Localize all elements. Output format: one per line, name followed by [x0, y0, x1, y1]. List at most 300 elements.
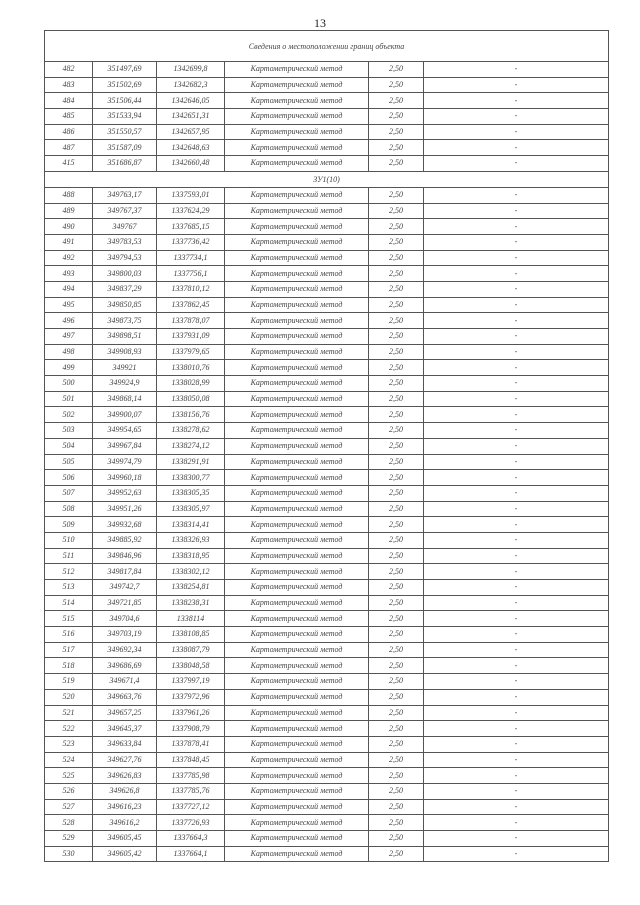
x-coordinate-cell: 349974,79	[93, 454, 157, 470]
accuracy-cell: 2,50	[369, 658, 424, 674]
method-cell: Картометрический метод	[225, 391, 369, 407]
accuracy-cell: 2,50	[369, 532, 424, 548]
y-coordinate-cell: 1342648,63	[157, 140, 225, 156]
accuracy-cell: 2,50	[369, 140, 424, 156]
accuracy-cell: 2,50	[369, 109, 424, 125]
table-row	[45, 407, 609, 423]
description-cell: -	[424, 438, 609, 454]
table-row	[45, 580, 609, 596]
method-cell: Картометрический метод	[225, 470, 369, 486]
point-number-cell: 483	[45, 77, 93, 93]
table-row	[45, 329, 609, 345]
accuracy-cell: 2,50	[369, 595, 424, 611]
accuracy-cell: 2,50	[369, 705, 424, 721]
accuracy-cell: 2,50	[369, 438, 424, 454]
y-coordinate-cell: 1338238,31	[157, 595, 225, 611]
description-cell: -	[424, 297, 609, 313]
table-row	[45, 281, 609, 297]
method-cell: Картометрический метод	[225, 62, 369, 78]
accuracy-cell: 2,50	[369, 313, 424, 329]
accuracy-cell: 2,50	[369, 297, 424, 313]
table-row	[45, 705, 609, 721]
method-cell: Картометрический метод	[225, 674, 369, 690]
accuracy-cell: 2,50	[369, 77, 424, 93]
point-number-cell: 489	[45, 203, 93, 219]
x-coordinate-cell: 349967,84	[93, 438, 157, 454]
table-row	[45, 485, 609, 501]
method-cell: Картометрический метод	[225, 407, 369, 423]
point-number-cell: 510	[45, 532, 93, 548]
y-coordinate-cell: 1342660,48	[157, 156, 225, 172]
x-coordinate-cell: 349783,53	[93, 234, 157, 250]
point-number-cell: 519	[45, 674, 93, 690]
description-cell: -	[424, 187, 609, 203]
description-cell: -	[424, 721, 609, 737]
method-cell: Картометрический метод	[225, 454, 369, 470]
point-number-cell: 528	[45, 815, 93, 831]
x-coordinate-cell: 349605,42	[93, 846, 157, 862]
table-row	[45, 752, 609, 768]
y-coordinate-cell: 1337979,65	[157, 344, 225, 360]
y-coordinate-cell: 1337931,09	[157, 329, 225, 345]
point-number-cell: 514	[45, 595, 93, 611]
description-cell: -	[424, 140, 609, 156]
point-number-cell: 526	[45, 783, 93, 799]
x-coordinate-cell: 349868,14	[93, 391, 157, 407]
table-row	[45, 564, 609, 580]
method-cell: Картометрический метод	[225, 77, 369, 93]
x-coordinate-cell: 349721,85	[93, 595, 157, 611]
x-coordinate-cell: 349657,25	[93, 705, 157, 721]
y-coordinate-cell: 1337664,3	[157, 831, 225, 847]
table-row	[45, 799, 609, 815]
point-number-cell: 494	[45, 281, 93, 297]
x-coordinate-cell: 349837,29	[93, 281, 157, 297]
accuracy-cell: 2,50	[369, 219, 424, 235]
point-number-cell: 495	[45, 297, 93, 313]
table-row	[45, 768, 609, 784]
table-row	[45, 815, 609, 831]
table-row	[45, 501, 609, 517]
y-coordinate-cell: 1338305,35	[157, 485, 225, 501]
accuracy-cell: 2,50	[369, 548, 424, 564]
y-coordinate-cell: 1337734,1	[157, 250, 225, 266]
y-coordinate-cell: 1337878,07	[157, 313, 225, 329]
y-coordinate-cell: 1337972,96	[157, 689, 225, 705]
point-number-cell: 415	[45, 156, 93, 172]
accuracy-cell: 2,50	[369, 752, 424, 768]
method-cell: Картометрический метод	[225, 281, 369, 297]
description-cell: -	[424, 705, 609, 721]
y-coordinate-cell: 1337908,79	[157, 721, 225, 737]
method-cell: Картометрический метод	[225, 658, 369, 674]
description-cell: -	[424, 266, 609, 282]
description-cell: -	[424, 360, 609, 376]
table-row	[45, 140, 609, 156]
method-cell: Картометрический метод	[225, 219, 369, 235]
table-row	[45, 203, 609, 219]
y-coordinate-cell: 1338314,41	[157, 517, 225, 533]
point-number-cell: 527	[45, 799, 93, 815]
method-cell: Картометрический метод	[225, 532, 369, 548]
table-row	[45, 595, 609, 611]
point-number-cell: 491	[45, 234, 93, 250]
accuracy-cell: 2,50	[369, 93, 424, 109]
x-coordinate-cell: 349846,96	[93, 548, 157, 564]
accuracy-cell: 2,50	[369, 407, 424, 423]
y-coordinate-cell: 1337593,01	[157, 187, 225, 203]
description-cell: -	[424, 831, 609, 847]
accuracy-cell: 2,50	[369, 642, 424, 658]
method-cell: Картометрический метод	[225, 203, 369, 219]
y-coordinate-cell: 1342657,95	[157, 124, 225, 140]
description-cell: -	[424, 752, 609, 768]
y-coordinate-cell: 1337624,29	[157, 203, 225, 219]
x-coordinate-cell: 349704,6	[93, 611, 157, 627]
x-coordinate-cell: 349932,68	[93, 517, 157, 533]
method-cell: Картометрический метод	[225, 109, 369, 125]
x-coordinate-cell: 351550,57	[93, 124, 157, 140]
point-number-cell: 488	[45, 187, 93, 203]
method-cell: Картометрический метод	[225, 297, 369, 313]
y-coordinate-cell: 1338108,85	[157, 627, 225, 643]
table-row	[45, 187, 609, 203]
table-row	[45, 234, 609, 250]
page-number: 13	[314, 16, 326, 30]
x-coordinate-cell: 349817,84	[93, 564, 157, 580]
point-number-cell: 490	[45, 219, 93, 235]
description-cell: -	[424, 313, 609, 329]
y-coordinate-cell: 1337862,45	[157, 297, 225, 313]
point-number-cell: 507	[45, 485, 93, 501]
table-row	[45, 62, 609, 78]
table-row	[45, 266, 609, 282]
accuracy-cell: 2,50	[369, 250, 424, 266]
y-coordinate-cell: 1338114	[157, 611, 225, 627]
x-coordinate-cell: 351686,87	[93, 156, 157, 172]
table-row	[45, 391, 609, 407]
accuracy-cell: 2,50	[369, 846, 424, 862]
y-coordinate-cell: 1338254,81	[157, 580, 225, 596]
x-coordinate-cell: 349626,8	[93, 783, 157, 799]
point-number-cell: 499	[45, 360, 93, 376]
description-cell: -	[424, 627, 609, 643]
point-number-cell: 504	[45, 438, 93, 454]
table-row	[45, 344, 609, 360]
x-coordinate-cell: 349703,19	[93, 627, 157, 643]
method-cell: Картометрический метод	[225, 611, 369, 627]
accuracy-cell: 2,50	[369, 470, 424, 486]
accuracy-cell: 2,50	[369, 187, 424, 203]
accuracy-cell: 2,50	[369, 360, 424, 376]
y-coordinate-cell: 1337664,1	[157, 846, 225, 862]
method-cell: Картометрический метод	[225, 360, 369, 376]
description-cell: -	[424, 203, 609, 219]
accuracy-cell: 2,50	[369, 391, 424, 407]
table-row	[45, 532, 609, 548]
table-row	[45, 548, 609, 564]
method-cell: Картометрический метод	[225, 124, 369, 140]
table-row	[45, 470, 609, 486]
x-coordinate-cell: 351587,09	[93, 140, 157, 156]
method-cell: Картометрический метод	[225, 548, 369, 564]
description-cell: -	[424, 281, 609, 297]
method-cell: Картометрический метод	[225, 846, 369, 862]
accuracy-cell: 2,50	[369, 234, 424, 250]
accuracy-cell: 2,50	[369, 62, 424, 78]
method-cell: Картометрический метод	[225, 313, 369, 329]
accuracy-cell: 2,50	[369, 721, 424, 737]
x-coordinate-cell: 349763,17	[93, 187, 157, 203]
y-coordinate-cell: 1337727,12	[157, 799, 225, 815]
point-number-cell: 500	[45, 376, 93, 392]
y-coordinate-cell: 1342651,31	[157, 109, 225, 125]
description-cell: -	[424, 250, 609, 266]
point-number-cell: 498	[45, 344, 93, 360]
point-number-cell: 482	[45, 62, 93, 78]
point-number-cell: 520	[45, 689, 93, 705]
description-cell: -	[424, 689, 609, 705]
point-number-cell: 506	[45, 470, 93, 486]
method-cell: Картометрический метод	[225, 140, 369, 156]
method-cell: Картометрический метод	[225, 799, 369, 815]
y-coordinate-cell: 1338156,76	[157, 407, 225, 423]
description-cell: -	[424, 485, 609, 501]
description-cell: -	[424, 344, 609, 360]
description-cell: -	[424, 156, 609, 172]
description-cell: -	[424, 376, 609, 392]
point-number-cell: 493	[45, 266, 93, 282]
method-cell: Картометрический метод	[225, 376, 369, 392]
x-coordinate-cell: 349954,65	[93, 423, 157, 439]
method-cell: Картометрический метод	[225, 721, 369, 737]
y-coordinate-cell: 1337878,41	[157, 736, 225, 752]
description-cell: -	[424, 580, 609, 596]
y-coordinate-cell: 1337785,76	[157, 783, 225, 799]
accuracy-cell: 2,50	[369, 674, 424, 690]
y-coordinate-cell: 1338300,77	[157, 470, 225, 486]
description-cell: -	[424, 658, 609, 674]
x-coordinate-cell: 349767	[93, 219, 157, 235]
method-cell: Картометрический метод	[225, 580, 369, 596]
table-row	[45, 721, 609, 737]
table-row	[45, 77, 609, 93]
accuracy-cell: 2,50	[369, 564, 424, 580]
y-coordinate-cell: 1337810,12	[157, 281, 225, 297]
table-row	[45, 156, 609, 172]
accuracy-cell: 2,50	[369, 423, 424, 439]
section-label: ЗУ1(10)	[45, 171, 609, 187]
description-cell: -	[424, 674, 609, 690]
point-number-cell: 521	[45, 705, 93, 721]
accuracy-cell: 2,50	[369, 203, 424, 219]
description-cell: -	[424, 454, 609, 470]
method-cell: Картометрический метод	[225, 736, 369, 752]
method-cell: Картометрический метод	[225, 627, 369, 643]
y-coordinate-cell: 1338050,08	[157, 391, 225, 407]
accuracy-cell: 2,50	[369, 329, 424, 345]
point-number-cell: 517	[45, 642, 93, 658]
x-coordinate-cell: 349671,4	[93, 674, 157, 690]
y-coordinate-cell: 1337848,45	[157, 752, 225, 768]
x-coordinate-cell: 351533,94	[93, 109, 157, 125]
description-cell: -	[424, 234, 609, 250]
method-cell: Картометрический метод	[225, 234, 369, 250]
y-coordinate-cell: 1338278,62	[157, 423, 225, 439]
point-number-cell: 487	[45, 140, 93, 156]
table-row	[45, 313, 609, 329]
point-number-cell: 523	[45, 736, 93, 752]
x-coordinate-cell: 349900,07	[93, 407, 157, 423]
x-coordinate-cell: 349692,34	[93, 642, 157, 658]
x-coordinate-cell: 351506,44	[93, 93, 157, 109]
accuracy-cell: 2,50	[369, 124, 424, 140]
description-cell: -	[424, 62, 609, 78]
x-coordinate-cell: 349616,2	[93, 815, 157, 831]
point-number-cell: 513	[45, 580, 93, 596]
x-coordinate-cell: 349794,53	[93, 250, 157, 266]
accuracy-cell: 2,50	[369, 281, 424, 297]
method-cell: Картометрический метод	[225, 501, 369, 517]
x-coordinate-cell: 349686,69	[93, 658, 157, 674]
x-coordinate-cell: 349898,51	[93, 329, 157, 345]
table-title-row	[45, 31, 609, 62]
table-row	[45, 736, 609, 752]
accuracy-cell: 2,50	[369, 611, 424, 627]
point-number-cell: 524	[45, 752, 93, 768]
y-coordinate-cell: 1338010,76	[157, 360, 225, 376]
description-cell: -	[424, 783, 609, 799]
x-coordinate-cell: 349633,84	[93, 736, 157, 752]
x-coordinate-cell: 349921	[93, 360, 157, 376]
table-row	[45, 423, 609, 439]
x-coordinate-cell: 349627,76	[93, 752, 157, 768]
method-cell: Картометрический метод	[225, 768, 369, 784]
description-cell: -	[424, 548, 609, 564]
x-coordinate-cell: 349616,23	[93, 799, 157, 815]
method-cell: Картометрический метод	[225, 642, 369, 658]
accuracy-cell: 2,50	[369, 501, 424, 517]
method-cell: Картометрический метод	[225, 423, 369, 439]
method-cell: Картометрический метод	[225, 93, 369, 109]
accuracy-cell: 2,50	[369, 485, 424, 501]
description-cell: -	[424, 93, 609, 109]
method-cell: Картометрический метод	[225, 266, 369, 282]
y-coordinate-cell: 1342682,3	[157, 77, 225, 93]
table-row	[45, 297, 609, 313]
point-number-cell: 508	[45, 501, 93, 517]
y-coordinate-cell: 1337756,1	[157, 266, 225, 282]
table-row	[45, 642, 609, 658]
y-coordinate-cell: 1338305,97	[157, 501, 225, 517]
description-cell: -	[424, 124, 609, 140]
description-cell: -	[424, 517, 609, 533]
point-number-cell: 486	[45, 124, 93, 140]
accuracy-cell: 2,50	[369, 831, 424, 847]
method-cell: Картометрический метод	[225, 250, 369, 266]
x-coordinate-cell: 349800,03	[93, 266, 157, 282]
x-coordinate-cell: 349885,92	[93, 532, 157, 548]
y-coordinate-cell: 1337685,15	[157, 219, 225, 235]
accuracy-cell: 2,50	[369, 517, 424, 533]
method-cell: Картометрический метод	[225, 783, 369, 799]
description-cell: -	[424, 768, 609, 784]
accuracy-cell: 2,50	[369, 627, 424, 643]
point-number-cell: 505	[45, 454, 93, 470]
accuracy-cell: 2,50	[369, 344, 424, 360]
y-coordinate-cell: 1337726,93	[157, 815, 225, 831]
accuracy-cell: 2,50	[369, 580, 424, 596]
x-coordinate-cell: 351497,69	[93, 62, 157, 78]
method-cell: Картометрический метод	[225, 485, 369, 501]
point-number-cell: 496	[45, 313, 93, 329]
description-cell: -	[424, 815, 609, 831]
table-row	[45, 831, 609, 847]
accuracy-cell: 2,50	[369, 768, 424, 784]
x-coordinate-cell: 349767,37	[93, 203, 157, 219]
table-row	[45, 517, 609, 533]
point-number-cell: 530	[45, 846, 93, 862]
table-row	[45, 250, 609, 266]
y-coordinate-cell: 1337785,98	[157, 768, 225, 784]
point-number-cell: 512	[45, 564, 93, 580]
description-cell: -	[424, 532, 609, 548]
description-cell: -	[424, 611, 609, 627]
y-coordinate-cell: 1338048,58	[157, 658, 225, 674]
y-coordinate-cell: 1338087,79	[157, 642, 225, 658]
x-coordinate-cell: 349850,85	[93, 297, 157, 313]
table-row	[45, 846, 609, 862]
x-coordinate-cell: 349960,18	[93, 470, 157, 486]
method-cell: Картометрический метод	[225, 689, 369, 705]
section-row	[45, 171, 609, 187]
point-number-cell: 509	[45, 517, 93, 533]
accuracy-cell: 2,50	[369, 736, 424, 752]
x-coordinate-cell: 349908,93	[93, 344, 157, 360]
table-row	[45, 219, 609, 235]
x-coordinate-cell: 349951,26	[93, 501, 157, 517]
x-coordinate-cell: 349663,76	[93, 689, 157, 705]
x-coordinate-cell: 349645,37	[93, 721, 157, 737]
y-coordinate-cell: 1338028,99	[157, 376, 225, 392]
table-row	[45, 93, 609, 109]
accuracy-cell: 2,50	[369, 689, 424, 705]
description-cell: -	[424, 501, 609, 517]
method-cell: Картометрический метод	[225, 564, 369, 580]
description-cell: -	[424, 391, 609, 407]
method-cell: Картометрический метод	[225, 831, 369, 847]
x-coordinate-cell: 349952,63	[93, 485, 157, 501]
method-cell: Картометрический метод	[225, 187, 369, 203]
method-cell: Картометрический метод	[225, 752, 369, 768]
y-coordinate-cell: 1338291,91	[157, 454, 225, 470]
point-number-cell: 492	[45, 250, 93, 266]
point-number-cell: 515	[45, 611, 93, 627]
description-cell: -	[424, 736, 609, 752]
accuracy-cell: 2,50	[369, 266, 424, 282]
point-number-cell: 522	[45, 721, 93, 737]
description-cell: -	[424, 595, 609, 611]
point-number-cell: 501	[45, 391, 93, 407]
accuracy-cell: 2,50	[369, 799, 424, 815]
table-row	[45, 109, 609, 125]
table-row	[45, 124, 609, 140]
method-cell: Картометрический метод	[225, 517, 369, 533]
accuracy-cell: 2,50	[369, 815, 424, 831]
method-cell: Картометрический метод	[225, 705, 369, 721]
point-number-cell: 484	[45, 93, 93, 109]
boundary-table	[44, 30, 609, 862]
